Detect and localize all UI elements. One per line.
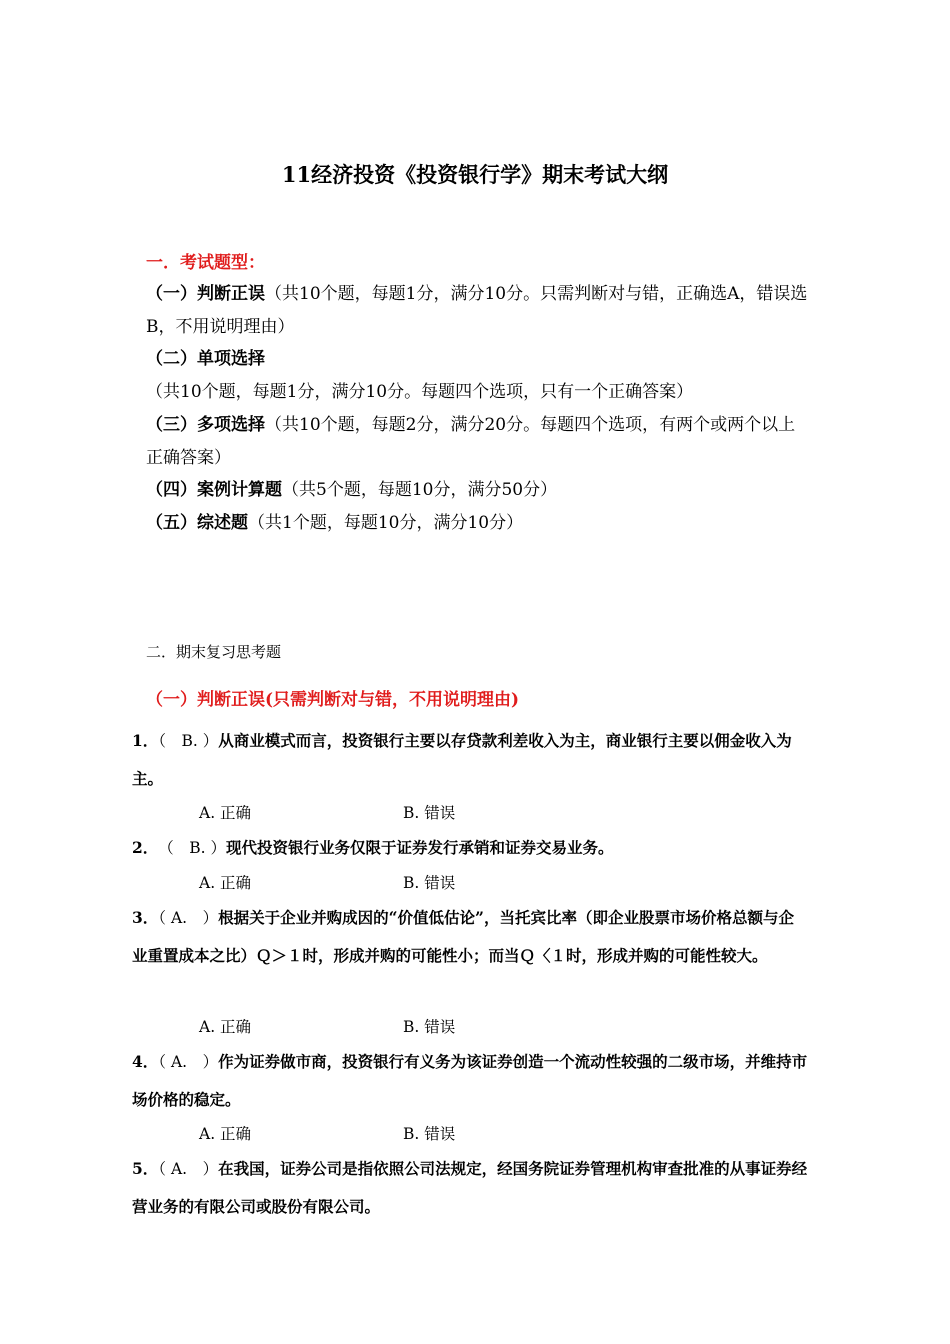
section2-heading: 二．期末复习思考题	[146, 643, 282, 661]
question-type-desc: （共10个题，每题1分，满分10分。每题四个选项，只有一个正确答案）	[146, 382, 694, 403]
question-2	[132, 829, 808, 867]
question-3-options	[199, 1015, 456, 1039]
option-a: A. 正确	[199, 1125, 252, 1143]
page-title: 11经济投资《投资银行学》期末考试大纲	[281, 162, 669, 187]
option-b: B. 错误	[403, 1018, 456, 1036]
option-a: A. 正确	[199, 804, 252, 822]
section1-heading: 一．考试题型：	[146, 253, 265, 273]
question-answer: （ B. ）	[150, 839, 227, 857]
question-3	[132, 899, 808, 975]
question-number: 1．	[132, 731, 159, 750]
question-text: 作为证券做市商，投资银行有义务为该证券创造一个流动性较强的二级市场，并维持市场价格的稳定。	[132, 1052, 808, 1109]
true-false-heading: （一）判断正误(只需判断对与错，不用说明理由)	[146, 690, 520, 710]
question-type-item	[146, 474, 808, 507]
question-text: 从商业模式而言，投资银行主要以存贷款利差收入为主，商业银行主要以佣金收入为主。	[132, 731, 792, 788]
question-text: 根据关于企业并购成因的“价值低估论”，当托宾比率（即企业股票市场价格总额与企业重置成本之比）Ｑ＞１时，形成并购的可能性小；而当Ｑ〈１时，形成并购的可能性较大。	[132, 908, 794, 965]
question-answer: （ B. ）	[158, 732, 219, 750]
question-4-options	[199, 1122, 456, 1146]
question-type-desc: （共10个题，每题2分，满分20分。每题四个选项，有两个或两个以上正确答案）	[146, 414, 796, 468]
option-b: B. 错误	[403, 1125, 456, 1143]
question-type-label: （二）单项选择	[146, 349, 265, 370]
question-number: 5．	[132, 1159, 159, 1178]
question-answer: （ A. ）	[158, 1053, 219, 1071]
question-type-item	[146, 343, 808, 408]
question-5	[132, 1150, 808, 1226]
question-2-options	[199, 871, 456, 895]
question-type-label: （五）综述题	[146, 512, 248, 533]
question-type-item	[146, 507, 808, 540]
question-type-label: （一）判断正误	[146, 284, 265, 304]
question-text: 现代投资银行业务仅限于证券发行承销和证券交易业务。	[226, 838, 614, 857]
option-a: A. 正确	[199, 1018, 252, 1036]
question-type-label: （四）案例计算题	[146, 480, 282, 501]
option-b: B. 错误	[403, 874, 456, 892]
question-type-desc: （共10个题，每题1分，满分10分。只需判断对与错，正确选A，错误选B，不用说明理由）	[146, 284, 808, 337]
question-type-list	[146, 278, 808, 540]
question-1	[132, 722, 808, 798]
option-a: A. 正确	[199, 874, 252, 892]
question-1-options	[199, 801, 456, 825]
question-type-desc: （共5个题，每题10分，满分50分）	[282, 480, 558, 501]
question-number: 2．	[132, 838, 151, 857]
question-type-item	[146, 409, 808, 474]
question-type-desc: （共1个题，每题10分，满分10分）	[248, 512, 524, 533]
option-b: B. 错误	[403, 804, 456, 822]
question-4	[132, 1043, 808, 1119]
question-answer: （ A. ）	[158, 909, 219, 927]
question-type-label: （三）多项选择	[146, 414, 265, 435]
question-text: 在我国，证券公司是指依照公司法规定，经国务院证券管理机构审查批准的从事证券经营业务的有限公司或股份有限公司。	[132, 1159, 808, 1216]
question-type-item	[146, 278, 808, 343]
question-number: 4．	[132, 1052, 159, 1071]
question-answer: （ A. ）	[158, 1160, 219, 1178]
question-number: 3．	[132, 908, 159, 927]
